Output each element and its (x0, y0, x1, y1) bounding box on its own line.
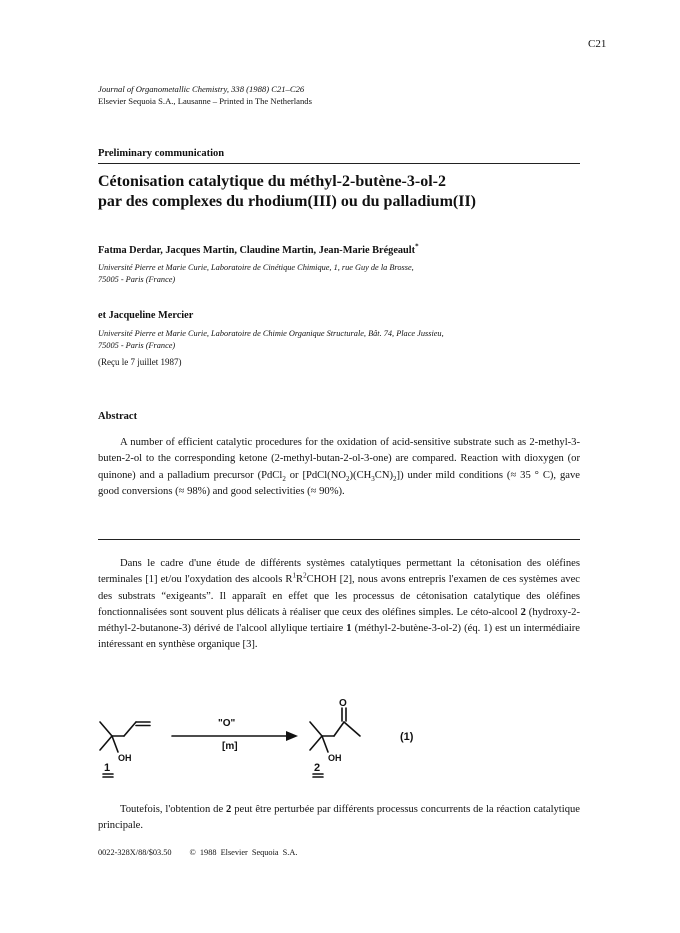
header-divider (98, 163, 580, 164)
reaction-scheme (98, 698, 580, 786)
abstract-divider (98, 539, 580, 540)
body-paragraph-1: Dans le cadre d'une étude de différents systèmes catalytiques permettant la cétonisation des oléfines terminales [1] et/ou l'oxydation des alcools $R^1R^2CHOH$ [2], nous avons entrepris l'examen de ces systèmes avec des substrats “exigeants”. Il apparaît en effet que les processus de cétonisation catalytique des oléfines fonctionnalisées sont souvent plus délicats à réaliser que ceux des oléfines simples. Le céto-alcool 2 (hydroxy-2-méthyl-2-butanone-3) dérivé de l'alcool allylique tertiaire 1 (méthyl-2-butène-3-ol-2) (éq. 1) est un intermédiaire intéressant en synthèse organique [3]. (98, 558, 580, 651)
received-date: (Reçu le 7 juillet 1987) (98, 357, 182, 367)
compound-1-oh-bond (112, 736, 118, 752)
section-label: Preliminary communication (98, 148, 225, 159)
oh-label-1: OH (118, 753, 132, 763)
affiliation-2-line-1: Université Pierre et Marie Curie, Laboratoire de Chimie Organique Structurale, Bât. 74, Place Jussieu, (98, 329, 444, 338)
affiliation-1-line-1: Université Pierre et Marie Curie, Laboratoire de Cinétique Chimique, 1, rue Guy de la Brosse, (98, 263, 414, 272)
compound-1-label: 1 (104, 762, 111, 774)
compound-2-label: 2 (314, 762, 321, 774)
reagent-oxygen: "O" (218, 718, 236, 729)
compound-2-carbonyl-bond (334, 722, 344, 736)
compound-2-methyl-bond (310, 722, 322, 736)
compound-2-methyl-bond (344, 722, 360, 736)
article-title (98, 172, 580, 212)
ketone-oxygen-label: O (339, 698, 347, 709)
compound-2-methyl-bond (310, 736, 322, 750)
oh-label-2: OH (328, 753, 342, 763)
reagent-catalyst: [m] (222, 741, 238, 752)
abstract-text: A number of efficient catalytic procedures for the oxidation of acid-sensitive substrate such as 2-methyl-3-buten-2-ol to the corresponding ketone (2-methyl-butan-2-ol-3-one) are compared. Reaction with dioxygen (or quinone) and a palladium precursor (PdCl$_2$ or $[PdCl(NO_2)(CH_3CN)_2]$) under mild conditions (≈ 35 ° C), gave good conversions (≈ 98%) and good selectivities (≈ 90%). (98, 437, 580, 497)
title-line-2: par des complexes du rhodium(III) ou du palladium(II) (98, 193, 477, 210)
compound-1-vinyl-bond (124, 722, 136, 736)
issn-code: 0022-328X/88/$03.50 (98, 848, 172, 857)
title-line-1: Cétonisation catalytique du méthyl-2-butène-3-ol-2 (98, 173, 446, 190)
page-number: C21 (588, 38, 607, 50)
publisher-line: Elsevier Sequoia S.A., Lausanne – Printed in The Netherlands (98, 96, 312, 106)
compound-1-methyl-bond (100, 736, 112, 750)
author-list-1 (98, 242, 419, 256)
compound-1-methyl-bond (100, 722, 112, 736)
journal-info (98, 83, 312, 107)
authors-names-1: Fatma Derdar, Jacques Martin, Claudine Martin, Jean-Marie Brégeault (98, 245, 416, 256)
abstract-heading: Abstract (98, 411, 138, 422)
affiliation-1 (98, 262, 580, 286)
footer (98, 848, 297, 857)
affiliation-2 (98, 328, 580, 352)
author-list-2: et Jacqueline Mercier (98, 310, 194, 321)
affiliation-1-line-2: 75005 - Paris (France) (98, 275, 176, 284)
equation-number: (1) (400, 731, 414, 743)
arrow-head (286, 731, 298, 741)
journal-citation: Journal of Organometallic Chemistry, 338 (1988) C21–C26 (98, 84, 305, 94)
body-paragraph-2: Toutefois, l'obtention de 2 peut être perturbée par différents processus concurrents de la réaction catalytique principale. (98, 804, 580, 832)
copyright: © 1988 Elsevier Sequoia S.A. (189, 848, 298, 857)
compound-2-oh-bond (322, 736, 328, 752)
affiliation-2-line-2: 75005 - Paris (France) (98, 341, 176, 350)
corresponding-author-mark: * (415, 242, 419, 251)
